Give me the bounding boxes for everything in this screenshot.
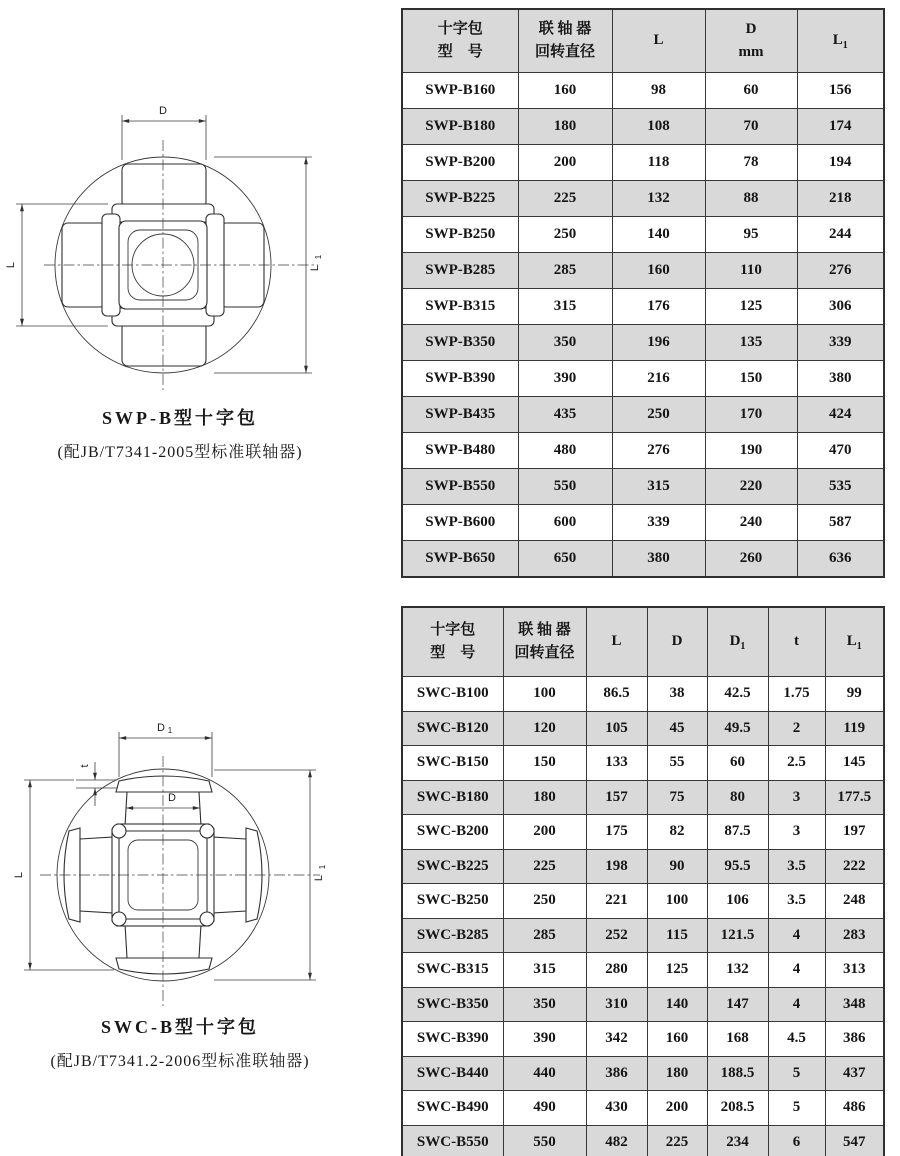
col-header-d1: $D_1$	[707, 607, 768, 677]
model-cell: SWC-B390	[402, 1022, 503, 1057]
swc-table-body	[402, 677, 884, 1156]
value-cell: 145	[825, 746, 884, 781]
table-row	[402, 109, 884, 145]
value-cell: 197	[825, 815, 884, 850]
value-cell: 49.5	[707, 711, 768, 746]
table-row	[402, 469, 884, 505]
col-header-rotation-diameter: 联 轴 器 回转直径	[518, 9, 612, 73]
value-cell: 132	[612, 181, 705, 217]
value-cell: 285	[518, 253, 612, 289]
table-row	[402, 145, 884, 181]
value-cell: 157	[586, 780, 647, 815]
value-cell: 313	[825, 953, 884, 988]
value-cell: 547	[825, 1125, 884, 1156]
value-cell: 342	[586, 1022, 647, 1057]
value-cell: 174	[797, 109, 884, 145]
value-cell: 38	[647, 677, 707, 712]
value-cell: 177.5	[825, 780, 884, 815]
table-row	[402, 1056, 884, 1091]
value-cell: 200	[518, 145, 612, 181]
value-cell: 2	[768, 711, 825, 746]
col-header-rotation-diameter: 联 轴 器 回转直径	[503, 607, 586, 677]
table-row	[402, 849, 884, 884]
value-cell: 470	[797, 433, 884, 469]
col-header-d: D	[647, 607, 707, 677]
swc-figure-caption	[0, 1013, 360, 1071]
swp-figure-caption	[0, 404, 360, 462]
value-cell: 4.5	[768, 1022, 825, 1057]
value-cell: 225	[518, 181, 612, 217]
value-cell: 200	[503, 815, 586, 850]
value-cell: 315	[518, 289, 612, 325]
value-cell: 180	[647, 1056, 707, 1091]
value-cell: 108	[612, 109, 705, 145]
value-cell: 350	[503, 987, 586, 1022]
model-cell: SWC-B180	[402, 780, 503, 815]
model-cell: SWP-B480	[402, 433, 518, 469]
model-cell: SWC-B285	[402, 918, 503, 953]
value-cell: 45	[647, 711, 707, 746]
value-cell: 78	[705, 145, 797, 181]
swp-cross-drawing	[0, 90, 345, 395]
model-cell: SWC-B225	[402, 849, 503, 884]
value-cell: 550	[518, 469, 612, 505]
dim-label-d-inner: D	[168, 792, 176, 804]
value-cell: 339	[612, 505, 705, 541]
model-cell: SWP-B225	[402, 181, 518, 217]
value-cell: 110	[705, 253, 797, 289]
model-cell: SWP-B180	[402, 109, 518, 145]
value-cell: 190	[705, 433, 797, 469]
table-row	[402, 253, 884, 289]
table-row	[402, 1125, 884, 1156]
value-cell: 60	[705, 73, 797, 109]
model-cell: SWC-B315	[402, 953, 503, 988]
value-cell: 390	[503, 1022, 586, 1057]
value-cell: 240	[705, 505, 797, 541]
value-cell: 276	[797, 253, 884, 289]
value-cell: 119	[825, 711, 884, 746]
value-cell: 280	[586, 953, 647, 988]
table-row	[402, 541, 884, 578]
col-header-l1: $L_1$	[825, 607, 884, 677]
value-cell: 3.5	[768, 884, 825, 919]
value-cell: 490	[503, 1091, 586, 1126]
value-cell: 285	[503, 918, 586, 953]
table-row	[402, 953, 884, 988]
value-cell: 437	[825, 1056, 884, 1091]
value-cell: 175	[586, 815, 647, 850]
value-cell: 535	[797, 469, 884, 505]
value-cell: 196	[612, 325, 705, 361]
col-header-model: 十字包 型 号	[402, 9, 518, 73]
model-cell: SWP-B285	[402, 253, 518, 289]
swc-size-table	[401, 606, 885, 1156]
model-cell: SWC-B550	[402, 1125, 503, 1156]
table-row	[402, 780, 884, 815]
value-cell: 250	[503, 884, 586, 919]
value-cell: 87.5	[707, 815, 768, 850]
value-cell: 220	[705, 469, 797, 505]
value-cell: 86.5	[586, 677, 647, 712]
dim-label-d: D	[159, 105, 167, 117]
model-cell: SWC-B440	[402, 1056, 503, 1091]
value-cell: 386	[825, 1022, 884, 1057]
value-cell: 115	[647, 918, 707, 953]
model-cell: SWP-B315	[402, 289, 518, 325]
table-row	[402, 73, 884, 109]
value-cell: 636	[797, 541, 884, 578]
model-cell: SWC-B100	[402, 677, 503, 712]
value-cell: 208.5	[707, 1091, 768, 1126]
col-header-l: L	[586, 607, 647, 677]
swp-size-table	[401, 8, 885, 578]
value-cell: 160	[612, 253, 705, 289]
model-cell: SWC-B250	[402, 884, 503, 919]
value-cell: 120	[503, 711, 586, 746]
value-cell: 4	[768, 953, 825, 988]
table-row	[402, 325, 884, 361]
value-cell: 150	[503, 746, 586, 781]
value-cell: 480	[518, 433, 612, 469]
value-cell: 587	[797, 505, 884, 541]
table-row	[402, 677, 884, 712]
value-cell: 3.5	[768, 849, 825, 884]
dim-label-l: L	[5, 261, 17, 269]
value-cell: 135	[705, 325, 797, 361]
value-cell: 252	[586, 918, 647, 953]
swc-figure-title: SWC-B型十字包	[100, 1017, 259, 1037]
value-cell: 234	[707, 1125, 768, 1156]
value-cell: 132	[707, 953, 768, 988]
value-cell: 315	[503, 953, 586, 988]
value-cell: 80	[707, 780, 768, 815]
value-cell: 150	[705, 361, 797, 397]
swp-table-header	[402, 9, 884, 73]
value-cell: 95	[705, 217, 797, 253]
value-cell: 222	[825, 849, 884, 884]
value-cell: 250	[612, 397, 705, 433]
value-cell: 380	[797, 361, 884, 397]
value-cell: 348	[825, 987, 884, 1022]
value-cell: 105	[586, 711, 647, 746]
swc-table-header	[402, 607, 884, 677]
table-row	[402, 505, 884, 541]
value-cell: 99	[825, 677, 884, 712]
value-cell: 283	[825, 918, 884, 953]
value-cell: 140	[647, 987, 707, 1022]
value-cell: 3	[768, 780, 825, 815]
value-cell: 42.5	[707, 677, 768, 712]
table-row	[402, 711, 884, 746]
value-cell: 188.5	[707, 1056, 768, 1091]
table-row	[402, 433, 884, 469]
col-header-l1: $L_1$	[797, 9, 884, 73]
value-cell: 100	[503, 677, 586, 712]
table-row	[402, 746, 884, 781]
col-header-d-mm: D mm	[705, 9, 797, 73]
value-cell: 1.75	[768, 677, 825, 712]
table-row	[402, 884, 884, 919]
value-cell: 125	[705, 289, 797, 325]
model-cell: SWP-B160	[402, 73, 518, 109]
dim-label-d1-sub: 1	[167, 726, 173, 735]
value-cell: 430	[586, 1091, 647, 1126]
dim-label-l1-sub: 1	[318, 864, 327, 870]
model-cell: SWP-B200	[402, 145, 518, 181]
model-cell: SWC-B350	[402, 987, 503, 1022]
col-header-model: 十字包 型 号	[402, 607, 503, 677]
value-cell: 435	[518, 397, 612, 433]
value-cell: 147	[707, 987, 768, 1022]
model-cell: SWC-B200	[402, 815, 503, 850]
model-cell: SWC-B120	[402, 711, 503, 746]
value-cell: 248	[825, 884, 884, 919]
value-cell: 125	[647, 953, 707, 988]
value-cell: 380	[612, 541, 705, 578]
value-cell: 650	[518, 541, 612, 578]
table-row	[402, 987, 884, 1022]
value-cell: 216	[612, 361, 705, 397]
value-cell: 70	[705, 109, 797, 145]
value-cell: 160	[518, 73, 612, 109]
value-cell: 225	[503, 849, 586, 884]
table-row	[402, 397, 884, 433]
value-cell: 350	[518, 325, 612, 361]
value-cell: 200	[647, 1091, 707, 1126]
table-row	[402, 815, 884, 850]
col-header-l: L	[612, 9, 705, 73]
value-cell: 482	[586, 1125, 647, 1156]
value-cell: 6	[768, 1125, 825, 1156]
swp-figure-subtitle: (配JB/T7341-2005型标准联轴器)	[57, 444, 303, 461]
swp-figure-title: SWP-B型十字包	[101, 408, 258, 428]
value-cell: 5	[768, 1056, 825, 1091]
dim-label-l1: L	[313, 874, 325, 882]
value-cell: 3	[768, 815, 825, 850]
value-cell: 198	[586, 849, 647, 884]
model-cell: SWP-B550	[402, 469, 518, 505]
model-cell: SWC-B150	[402, 746, 503, 781]
value-cell: 170	[705, 397, 797, 433]
table-row	[402, 217, 884, 253]
value-cell: 276	[612, 433, 705, 469]
value-cell: 95.5	[707, 849, 768, 884]
value-cell: 4	[768, 987, 825, 1022]
model-cell: SWP-B250	[402, 217, 518, 253]
value-cell: 156	[797, 73, 884, 109]
value-cell: 339	[797, 325, 884, 361]
value-cell: 225	[647, 1125, 707, 1156]
value-cell: 194	[797, 145, 884, 181]
value-cell: 4	[768, 918, 825, 953]
value-cell: 306	[797, 289, 884, 325]
value-cell: 390	[518, 361, 612, 397]
value-cell: 244	[797, 217, 884, 253]
value-cell: 5	[768, 1091, 825, 1126]
model-cell: SWP-B435	[402, 397, 518, 433]
swc-figure-subtitle: (配JB/T7341.2-2006型标准联轴器)	[50, 1053, 310, 1070]
value-cell: 82	[647, 815, 707, 850]
value-cell: 55	[647, 746, 707, 781]
value-cell: 2.5	[768, 746, 825, 781]
value-cell: 90	[647, 849, 707, 884]
value-cell: 133	[586, 746, 647, 781]
value-cell: 160	[647, 1022, 707, 1057]
value-cell: 180	[503, 780, 586, 815]
value-cell: 118	[612, 145, 705, 181]
table-row	[402, 918, 884, 953]
model-cell: SWP-B650	[402, 541, 518, 578]
value-cell: 221	[586, 884, 647, 919]
table-row	[402, 181, 884, 217]
swp-table-body	[402, 73, 884, 578]
dim-label-l: L	[13, 871, 25, 879]
value-cell: 60	[707, 746, 768, 781]
table-row	[402, 289, 884, 325]
value-cell: 550	[503, 1125, 586, 1156]
table-row	[402, 361, 884, 397]
value-cell: 98	[612, 73, 705, 109]
dim-label-d1: D	[157, 722, 165, 734]
dim-label-t: t	[79, 764, 91, 768]
value-cell: 180	[518, 109, 612, 145]
value-cell: 315	[612, 469, 705, 505]
value-cell: 440	[503, 1056, 586, 1091]
table-row	[402, 1022, 884, 1057]
col-header-t: t	[768, 607, 825, 677]
model-cell: SWC-B490	[402, 1091, 503, 1126]
value-cell: 424	[797, 397, 884, 433]
value-cell: 260	[705, 541, 797, 578]
value-cell: 100	[647, 884, 707, 919]
dim-label-l1: L	[309, 264, 321, 272]
value-cell: 250	[518, 217, 612, 253]
value-cell: 310	[586, 987, 647, 1022]
model-cell: SWP-B390	[402, 361, 518, 397]
dim-label-l1-sub: 1	[314, 254, 323, 260]
value-cell: 600	[518, 505, 612, 541]
model-cell: SWP-B600	[402, 505, 518, 541]
value-cell: 486	[825, 1091, 884, 1126]
value-cell: 176	[612, 289, 705, 325]
value-cell: 218	[797, 181, 884, 217]
value-cell: 121.5	[707, 918, 768, 953]
value-cell: 168	[707, 1022, 768, 1057]
value-cell: 106	[707, 884, 768, 919]
value-cell: 140	[612, 217, 705, 253]
model-cell: SWP-B350	[402, 325, 518, 361]
swc-cross-drawing	[0, 700, 345, 1010]
value-cell: 386	[586, 1056, 647, 1091]
table-row	[402, 1091, 884, 1126]
value-cell: 75	[647, 780, 707, 815]
value-cell: 88	[705, 181, 797, 217]
